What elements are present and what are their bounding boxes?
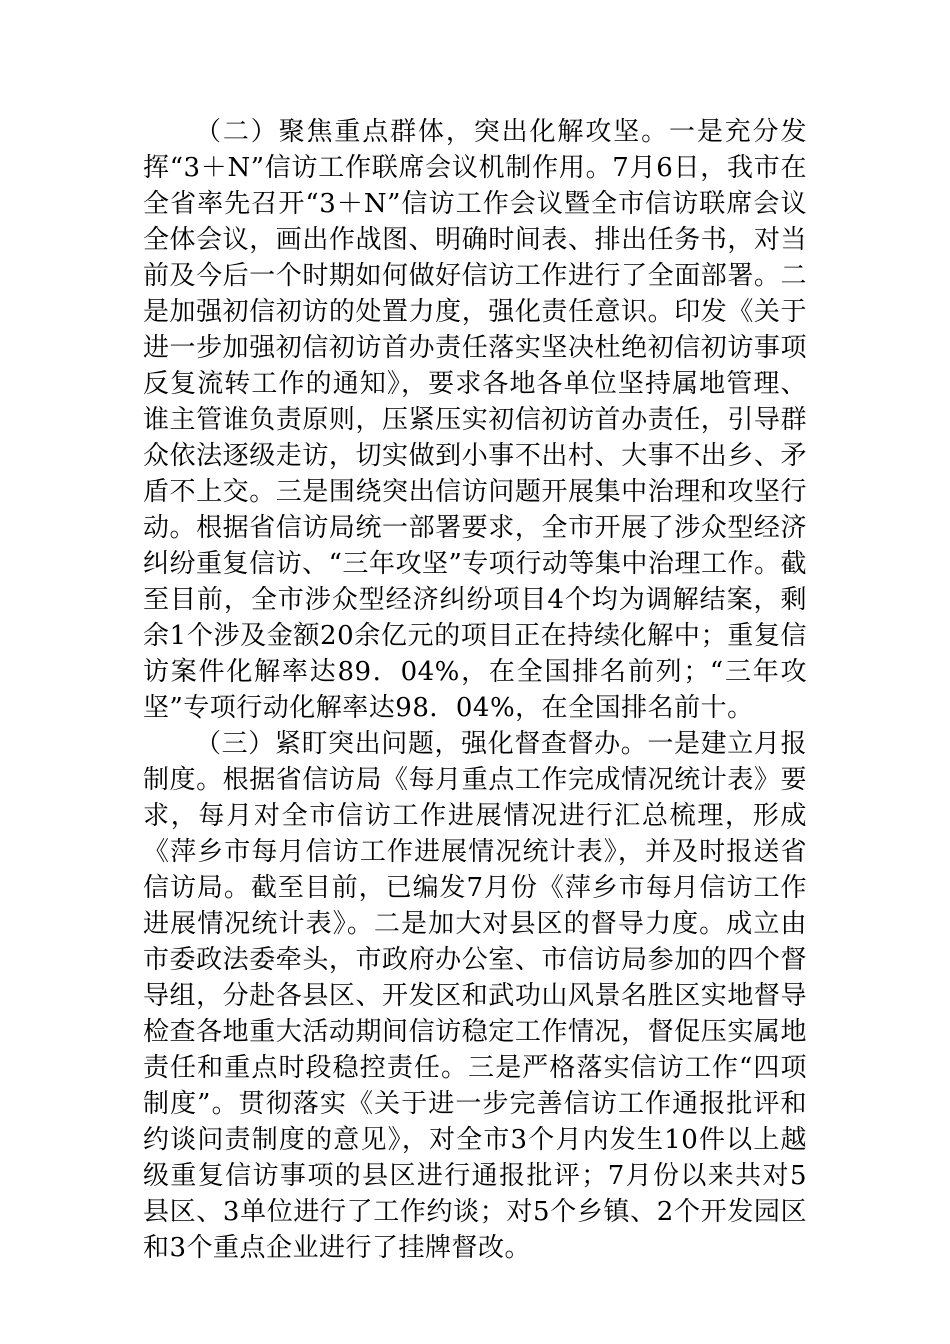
paragraph-heading: （二）聚焦重点群体，突出化解攻坚。 <box>195 117 669 147</box>
paragraph-supervision <box>143 726 807 1266</box>
document-body <box>143 114 807 1266</box>
paragraph-focus-key-groups <box>143 114 807 726</box>
paragraph-heading: （三）紧盯突出问题，强化督查督办。 <box>195 729 648 759</box>
paragraph-text: 一是充分发挥“3＋N”信访工作联席会议机制作用。7月6日，我市在全省率先召开“3＋N”信访工作会议暨全市信访联席会议全体会议，画出作战图、明确时间表、排出任务书，对当前及今后一个时期如何做好信访工作进行了全面部署。二是加强初信初访的处置力度，强化责任意识。印发《关于进一步加强初信初访首办责任落实坚决杜绝初信初访事项反复流转工作的通知》，要求各地各单位坚持属地管理、谁主管谁负责原则，压紧压实初信初访首办责任，引导群众依法逐级走访，切实做到小事不出村、大事不出乡、矛盾不上交。三是围绕突出信访问题开展集中治理和攻坚行动。根据省信访局统一部署要求，全市开展了涉众型经济纠纷重复信访、“三年攻坚”专项行动等集中治理工作。截至目前，全市涉众型经济纠纷项目4个均为调解结案，剩余1个涉及金额20余亿元的项目正在持续化解中；重复信访案件化解率达89．04%，在全国排名前列；“三年攻坚”专项行动化解率达98．04%，在全国排名前十。 <box>143 117 807 723</box>
paragraph-text: 一是建立月报制度。根据省信访局《每月重点工作完成情况统计表》要求，每月对全市信访工作进展情况进行汇总梳理，形成《萍乡市每月信访工作进展情况统计表》，并及时报送省信访局。截至目前，已编发7月份《萍乡市每月信访工作进展情况统计表》。二是加大对县区的督导力度。成立由市委政法委牵头，市政府办公室、市信访局参加的四个督导组，分赴各县区、开发区和武功山风景名胜区实地督导检查各地重大活动期间信访稳定工作情况，督促压实属地责任和重点时段稳控责任。三是严格落实信访工作“四项制度”。贯彻落实《关于进一步完善信访工作通报批评和约谈问责制度的意见》，对全市3个月内发生10件以上越级重复信访事项的县区进行通报批评；7月份以来共对5县区、3单位进行了工作约谈；对5个乡镇、2个开发园区和3个重点企业进行了挂牌督改。 <box>143 729 807 1263</box>
